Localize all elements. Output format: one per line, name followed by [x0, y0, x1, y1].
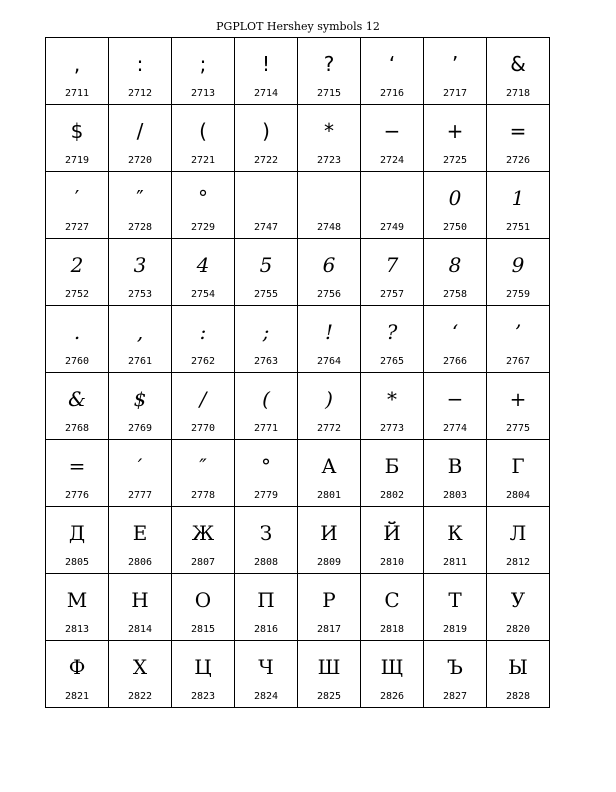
symbol-cell [424, 440, 487, 507]
symbol-cell [424, 641, 487, 708]
symbol-cell [109, 239, 172, 306]
symbol-cell [109, 641, 172, 708]
symbol-cell [109, 172, 172, 239]
grid-row [46, 440, 550, 507]
symbol-code: 2717 [442, 88, 468, 99]
symbol-glyph: $ [70, 119, 84, 143]
symbol-glyph: 4 [196, 253, 210, 277]
symbol-code: 2821 [64, 691, 90, 702]
symbol-glyph: П [257, 588, 275, 612]
symbol-cell [487, 105, 550, 172]
symbol-glyph: Ы [508, 655, 528, 679]
symbol-glyph: Щ [380, 655, 404, 679]
symbol-glyph: $ [133, 387, 147, 411]
symbol-glyph: К [447, 521, 463, 545]
symbol-cell [172, 239, 235, 306]
symbol-code: 2774 [442, 423, 468, 434]
symbol-code: 2748 [316, 222, 342, 233]
symbol-code: 2759 [505, 289, 531, 300]
symbol-code: 2722 [253, 155, 279, 166]
symbol-cell [172, 641, 235, 708]
symbol-cell [298, 172, 361, 239]
symbol-cell [235, 574, 298, 641]
symbol-glyph: З [259, 521, 273, 545]
symbol-code: 2768 [64, 423, 90, 434]
symbol-cell [235, 239, 298, 306]
symbol-cell [361, 306, 424, 373]
symbol-glyph: Ч [258, 655, 274, 679]
symbol-cell [172, 38, 235, 105]
symbol-glyph: 1 [511, 186, 525, 210]
symbol-cell [361, 574, 424, 641]
symbol-glyph: ? [386, 320, 398, 344]
symbol-glyph: / [199, 387, 207, 411]
symbol-cell [361, 440, 424, 507]
symbol-code: 2816 [253, 624, 279, 635]
symbol-glyph: ″ [136, 186, 144, 210]
symbol-code: 2712 [127, 88, 153, 99]
symbol-code: 2767 [505, 356, 531, 367]
symbol-glyph: ″ [199, 454, 207, 478]
symbol-glyph: : [136, 52, 144, 76]
symbol-code: 2770 [190, 423, 216, 434]
symbol-cell [109, 306, 172, 373]
symbol-code: 2803 [442, 490, 468, 501]
symbol-code: 2723 [316, 155, 342, 166]
symbol-cell [487, 373, 550, 440]
symbol-glyph: − [383, 119, 401, 143]
symbol-glyph: И [320, 521, 338, 545]
symbol-cell [46, 440, 109, 507]
symbol-glyph: * [324, 119, 334, 143]
symbol-glyph: 2 [70, 253, 84, 277]
symbol-cell [109, 574, 172, 641]
symbol-code: 2806 [127, 557, 153, 568]
symbol-cell [298, 507, 361, 574]
symbol-glyph: 0 [448, 186, 462, 210]
symbol-code: 2725 [442, 155, 468, 166]
symbol-cell [235, 105, 298, 172]
symbol-code: 2711 [64, 88, 90, 99]
symbol-cell [361, 239, 424, 306]
symbol-glyph: 9 [511, 253, 525, 277]
symbol-glyph: & [68, 387, 86, 411]
symbol-glyph: 3 [133, 253, 147, 277]
symbol-code: 2762 [190, 356, 216, 367]
symbol-glyph: ; [199, 52, 207, 76]
symbol-code: 2825 [316, 691, 342, 702]
symbol-glyph: ′ [137, 454, 143, 478]
symbol-code: 2822 [127, 691, 153, 702]
symbol-cell [361, 172, 424, 239]
symbol-cell [46, 574, 109, 641]
symbol-glyph: ‘ [451, 320, 459, 344]
symbol-glyph: : [199, 320, 207, 344]
symbol-cell [46, 172, 109, 239]
symbol-glyph: ’ [514, 320, 522, 344]
symbol-code: 2720 [127, 155, 153, 166]
symbol-glyph: ’ [451, 52, 459, 76]
symbol-glyph: Ш [317, 655, 341, 679]
symbol-glyph: Г [511, 454, 525, 478]
symbol-cell [46, 641, 109, 708]
symbol-cell [172, 172, 235, 239]
grid-row [46, 306, 550, 373]
symbol-code: 2757 [379, 289, 405, 300]
symbol-cell [361, 641, 424, 708]
grid-row [46, 641, 550, 708]
symbol-glyph [235, 184, 297, 212]
grid-row [46, 172, 550, 239]
symbol-glyph: ; [262, 320, 270, 344]
symbol-code: 2749 [379, 222, 405, 233]
symbol-code: 2804 [505, 490, 531, 501]
symbol-code: 2755 [253, 289, 279, 300]
symbol-cell [298, 440, 361, 507]
symbol-glyph: 8 [448, 253, 462, 277]
symbol-code: 2776 [64, 490, 90, 501]
symbol-code: 2756 [316, 289, 342, 300]
symbol-code: 2777 [127, 490, 153, 501]
symbol-glyph: & [510, 52, 526, 76]
symbol-glyph: Е [132, 521, 148, 545]
symbol-cell [298, 38, 361, 105]
symbol-code: 2807 [190, 557, 216, 568]
symbol-cell [361, 373, 424, 440]
symbol-glyph: С [384, 588, 400, 612]
symbol-code: 2752 [64, 289, 90, 300]
symbol-glyph: ° [198, 186, 208, 210]
symbol-cell [109, 373, 172, 440]
symbol-code: 2771 [253, 423, 279, 434]
symbol-cell [424, 373, 487, 440]
symbol-cell [172, 306, 235, 373]
symbol-glyph: Ж [191, 521, 215, 545]
page-title: PGPLOT Hershey symbols 12 [216, 20, 380, 33]
symbol-glyph: Й [383, 521, 401, 545]
grid-row [46, 373, 550, 440]
symbol-code: 2714 [253, 88, 279, 99]
symbol-glyph: Н [131, 588, 149, 612]
symbol-glyph: + [446, 119, 464, 143]
symbol-cell [487, 641, 550, 708]
symbol-cell [109, 38, 172, 105]
symbol-glyph: 7 [385, 253, 399, 277]
symbol-code: 2772 [316, 423, 342, 434]
symbol-code: 2810 [379, 557, 405, 568]
symbol-cell [235, 373, 298, 440]
symbol-cell [235, 38, 298, 105]
symbol-cell [487, 574, 550, 641]
symbol-code: 2812 [505, 557, 531, 568]
symbol-cell [235, 507, 298, 574]
symbol-glyph: О [194, 588, 212, 612]
symbol-glyph: Ъ [447, 655, 463, 679]
symbol-cell [298, 105, 361, 172]
symbol-glyph: ? [323, 52, 335, 76]
symbol-code: 2814 [127, 624, 153, 635]
symbol-code: 2818 [379, 624, 405, 635]
symbol-code: 2766 [442, 356, 468, 367]
symbol-glyph: У [510, 588, 526, 612]
symbol-code: 2728 [127, 222, 153, 233]
symbol-code: 2713 [190, 88, 216, 99]
symbol-code: 2718 [505, 88, 531, 99]
symbol-cell [46, 507, 109, 574]
symbol-glyph: = [68, 454, 86, 478]
symbol-cell [109, 507, 172, 574]
symbol-glyph: Д [68, 521, 86, 545]
symbol-code: 2813 [64, 624, 90, 635]
symbol-code: 2719 [64, 155, 90, 166]
symbol-code: 2761 [127, 356, 153, 367]
symbol-glyph: ) [262, 119, 270, 143]
symbol-cell [235, 641, 298, 708]
symbol-glyph: А [321, 454, 337, 478]
symbol-glyph: . [73, 320, 81, 344]
symbol-cell [235, 440, 298, 507]
grid-row [46, 574, 550, 641]
symbol-grid [45, 37, 550, 708]
symbol-cell [361, 507, 424, 574]
symbol-cell [361, 105, 424, 172]
symbol-glyph: = [509, 119, 527, 143]
symbol-cell [172, 105, 235, 172]
symbol-cell [424, 507, 487, 574]
symbol-code: 2747 [253, 222, 279, 233]
symbol-cell [298, 306, 361, 373]
symbol-code: 2820 [505, 624, 531, 635]
symbol-code: 2779 [253, 490, 279, 501]
symbol-cell [298, 574, 361, 641]
symbol-glyph: ! [324, 320, 334, 344]
symbol-glyph: + [509, 387, 527, 411]
symbol-code: 2760 [64, 356, 90, 367]
symbol-code: 2817 [316, 624, 342, 635]
symbol-glyph: Т [448, 588, 462, 612]
symbol-code: 2764 [316, 356, 342, 367]
grid-row [46, 38, 550, 105]
symbol-code: 2773 [379, 423, 405, 434]
symbol-code: 2815 [190, 624, 216, 635]
symbol-code: 2716 [379, 88, 405, 99]
symbol-glyph: ( [262, 387, 270, 411]
symbol-code: 2801 [316, 490, 342, 501]
symbol-glyph: Х [132, 655, 148, 679]
symbol-code: 2823 [190, 691, 216, 702]
symbol-code: 2802 [379, 490, 405, 501]
symbol-cell [298, 373, 361, 440]
symbol-glyph: ′ [74, 186, 80, 210]
symbol-cell [172, 373, 235, 440]
symbol-code: 2827 [442, 691, 468, 702]
symbol-code: 2721 [190, 155, 216, 166]
grid-row [46, 507, 550, 574]
symbol-glyph: * [387, 387, 397, 411]
symbol-cell [424, 172, 487, 239]
symbol-cell [172, 440, 235, 507]
symbol-cell [424, 105, 487, 172]
symbol-code: 2763 [253, 356, 279, 367]
symbol-cell [46, 105, 109, 172]
symbol-code: 2826 [379, 691, 405, 702]
symbol-glyph: , [136, 320, 144, 344]
symbol-cell [424, 574, 487, 641]
symbol-code: 2754 [190, 289, 216, 300]
symbol-cell [46, 38, 109, 105]
symbol-glyph: М [66, 588, 88, 612]
symbol-glyph: ) [325, 387, 333, 411]
symbol-code: 2769 [127, 423, 153, 434]
symbol-code: 2828 [505, 691, 531, 702]
symbol-code: 2753 [127, 289, 153, 300]
symbol-code: 2775 [505, 423, 531, 434]
symbol-glyph: / [136, 119, 144, 143]
symbol-code: 2809 [316, 557, 342, 568]
symbol-glyph: − [446, 387, 464, 411]
symbol-code: 2819 [442, 624, 468, 635]
symbol-code: 2805 [64, 557, 90, 568]
symbol-glyph: ‘ [388, 52, 396, 76]
symbol-code: 2824 [253, 691, 279, 702]
symbol-glyph [298, 184, 360, 212]
symbol-glyph: 5 [259, 253, 273, 277]
symbol-cell [46, 373, 109, 440]
symbol-glyph: Ф [68, 655, 86, 679]
symbol-glyph: Ц [194, 655, 212, 679]
symbol-cell [487, 306, 550, 373]
symbol-cell [361, 38, 424, 105]
symbol-cell [235, 172, 298, 239]
symbol-cell [172, 574, 235, 641]
symbol-glyph: ! [261, 52, 271, 76]
symbol-cell [487, 38, 550, 105]
symbol-glyph [361, 184, 423, 212]
symbol-cell [109, 105, 172, 172]
symbol-cell [109, 440, 172, 507]
symbol-cell [487, 440, 550, 507]
symbol-cell [487, 507, 550, 574]
symbol-code: 2758 [442, 289, 468, 300]
symbol-glyph: В [447, 454, 463, 478]
symbol-glyph: ( [199, 119, 207, 143]
symbol-code: 2778 [190, 490, 216, 501]
symbol-cell [46, 239, 109, 306]
symbol-glyph: Л [509, 521, 527, 545]
symbol-cell [298, 641, 361, 708]
symbol-code: 2724 [379, 155, 405, 166]
symbol-glyph: Б [384, 454, 400, 478]
symbol-glyph: 6 [322, 253, 336, 277]
symbol-cell [46, 306, 109, 373]
symbol-cell [487, 172, 550, 239]
symbol-cell [424, 306, 487, 373]
symbol-code: 2811 [442, 557, 468, 568]
symbol-code: 2765 [379, 356, 405, 367]
symbol-cell [487, 239, 550, 306]
grid-row [46, 239, 550, 306]
symbol-cell [298, 239, 361, 306]
symbol-cell [172, 507, 235, 574]
symbol-code: 2727 [64, 222, 90, 233]
symbol-cell [424, 38, 487, 105]
symbol-code: 2729 [190, 222, 216, 233]
symbol-code: 2715 [316, 88, 342, 99]
symbol-code: 2726 [505, 155, 531, 166]
grid-row [46, 105, 550, 172]
symbol-glyph: , [73, 52, 81, 76]
symbol-cell [424, 239, 487, 306]
symbol-code: 2808 [253, 557, 279, 568]
symbol-glyph: Р [322, 588, 336, 612]
symbol-cell [235, 306, 298, 373]
symbol-glyph: ° [261, 454, 271, 478]
symbol-code: 2750 [442, 222, 468, 233]
symbol-code: 2751 [505, 222, 531, 233]
